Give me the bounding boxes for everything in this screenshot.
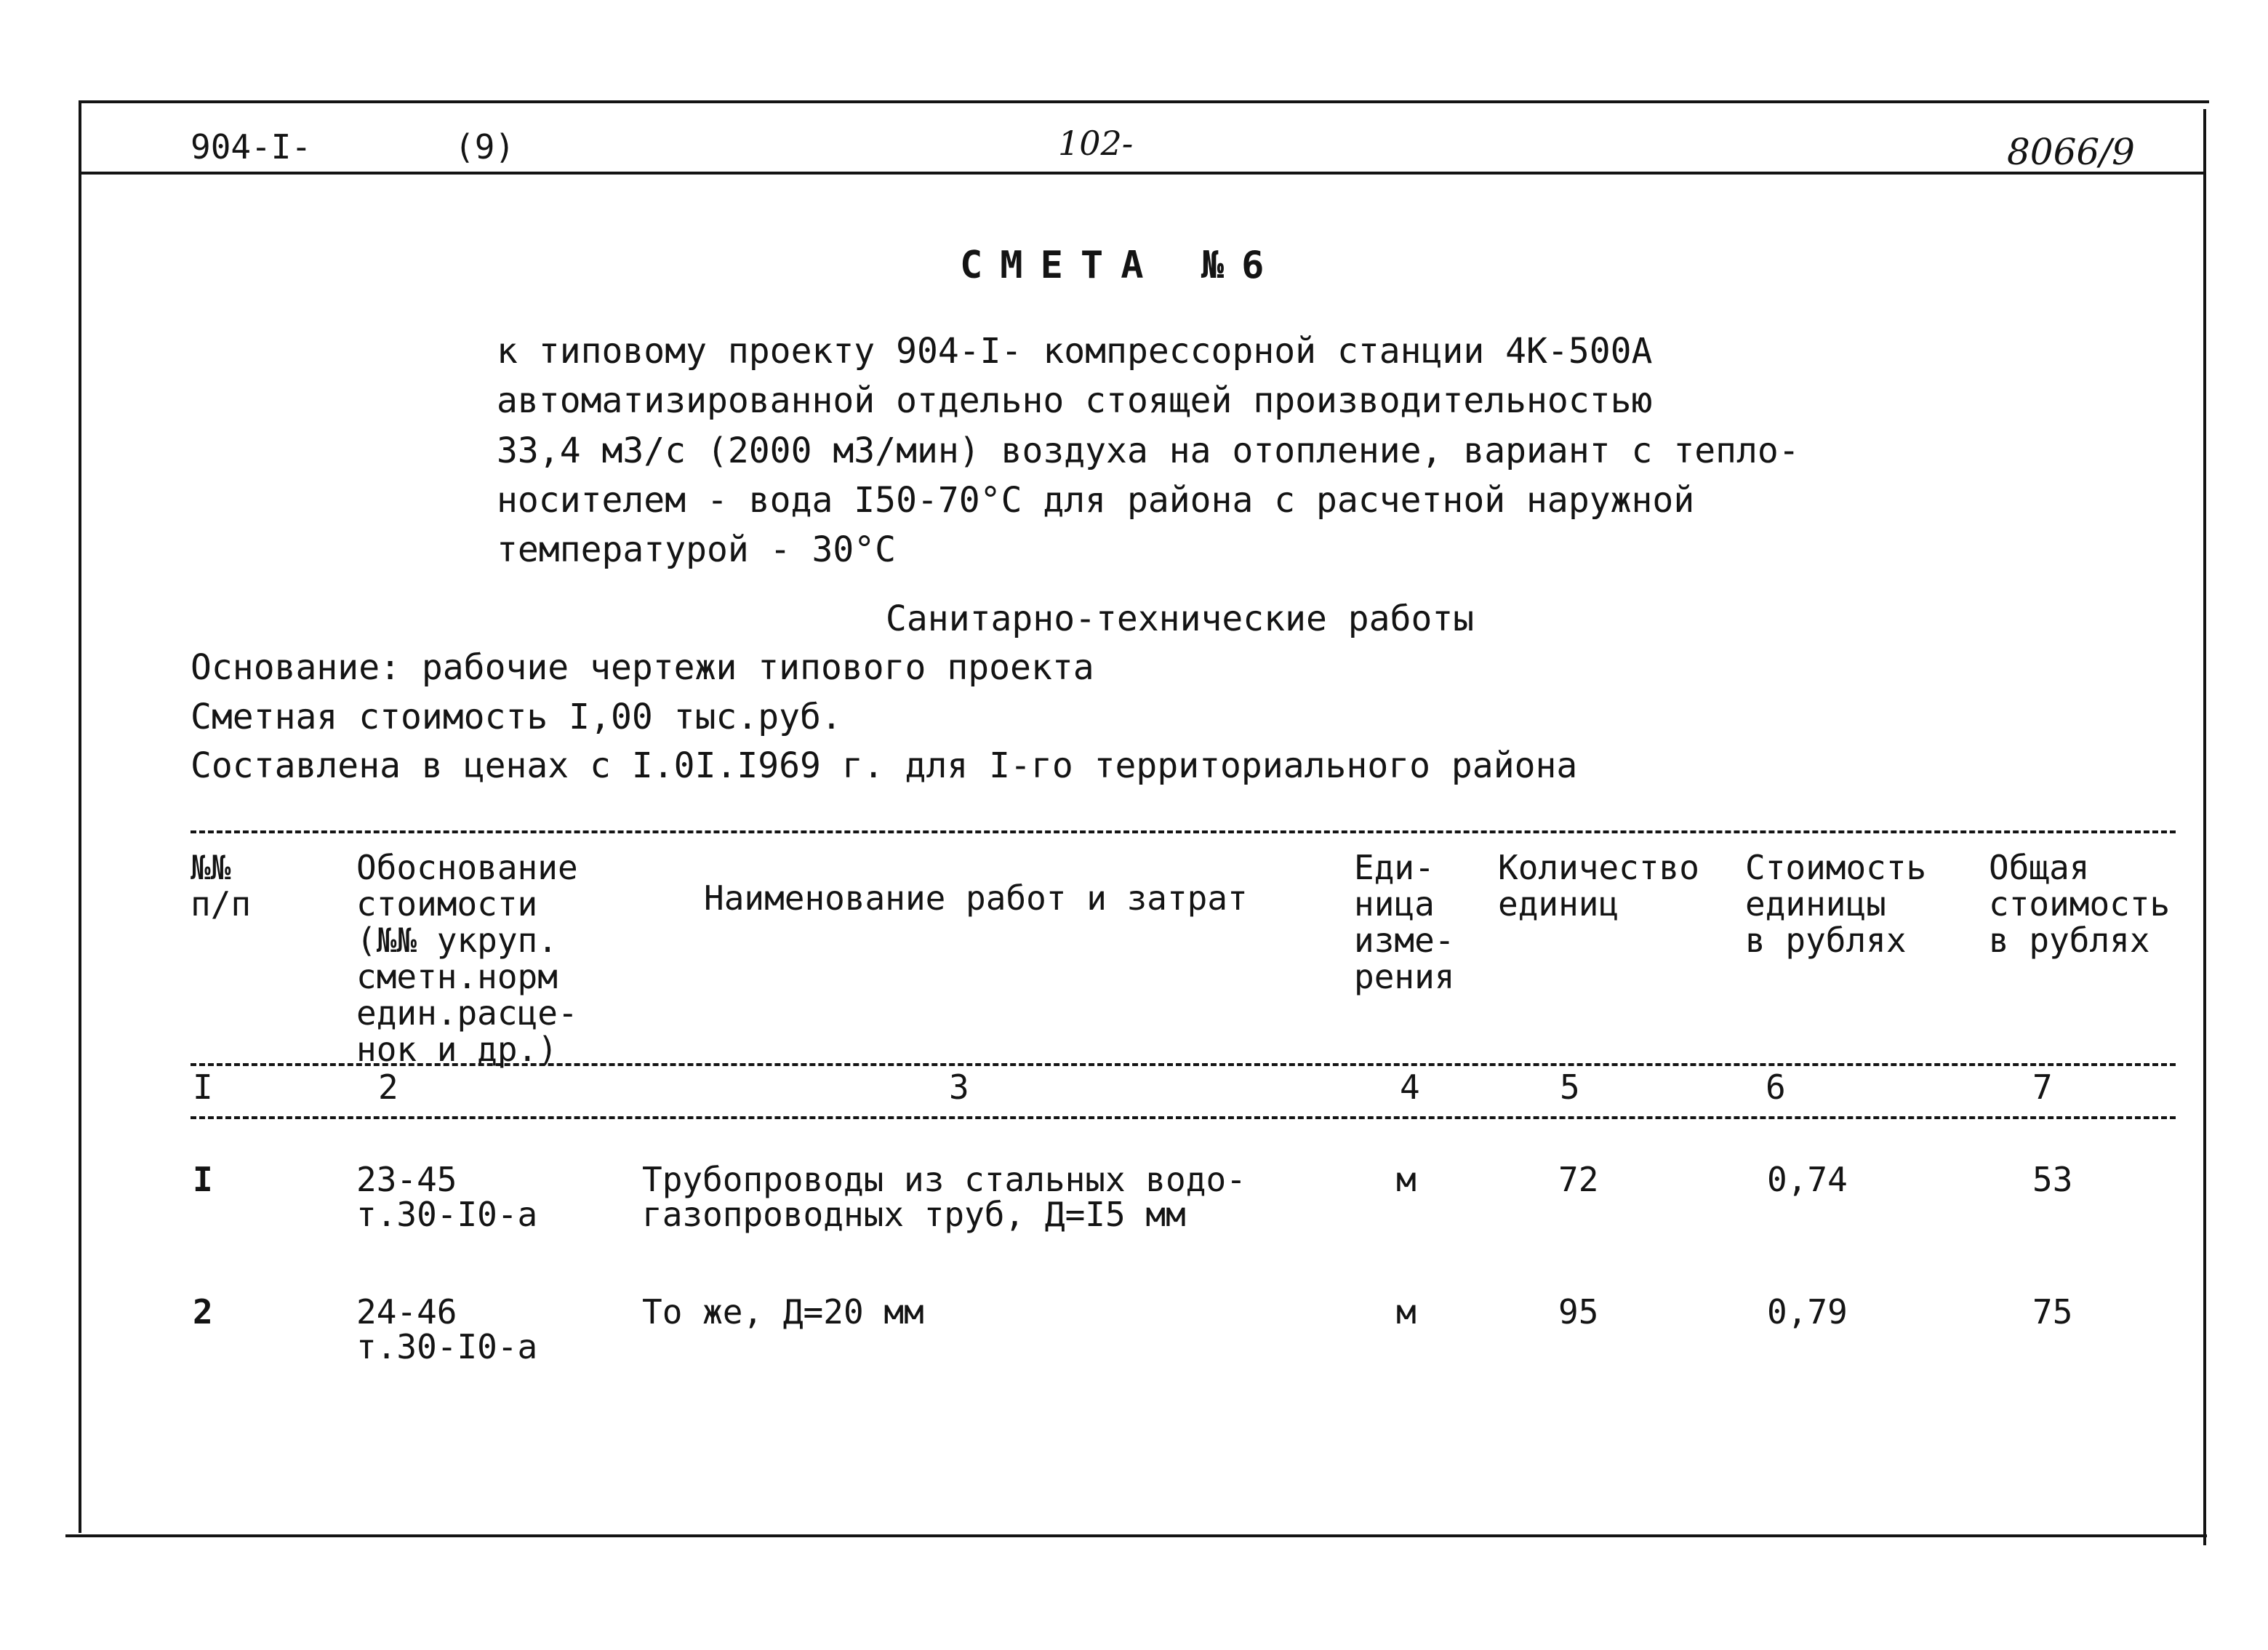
- row-2-no: 2: [193, 1292, 213, 1331]
- description-line-4: носителем - вода I50-70°С для района с расчетной наружной: [497, 480, 1695, 521]
- header-basis: Обоснование стоимости (№№ укруп. сметн.норм един.расце- нок и др.): [356, 848, 578, 1069]
- header-unit-cost: Стоимость единицы в рублях: [1745, 848, 1927, 960]
- row-1-no: I: [193, 1160, 213, 1199]
- row-2-name: То же, Д=20 мм: [642, 1292, 924, 1331]
- description-line-1: к типовому проекту 904-I- компрессорной станции 4К-500А: [497, 331, 1653, 372]
- row-1-unit: м: [1396, 1160, 1417, 1199]
- header-name: Наименование работ и затрат: [704, 878, 1248, 918]
- archive-number: 8066/9: [2007, 131, 2135, 173]
- doc-code: 904-I-: [191, 127, 312, 167]
- row-2-quantity: 95: [1558, 1292, 1599, 1331]
- header-total-cost: Общая стоимость в рублях: [1989, 848, 2171, 960]
- header-unit: Еди- ница изме- рения: [1354, 848, 1455, 996]
- estimated-cost-line: Сметная стоимость I,00 тыс.руб.: [191, 697, 842, 737]
- header-quantity: Количество единиц: [1498, 848, 1699, 924]
- table-top-rule: [191, 830, 2176, 833]
- column-number-7: 7: [2032, 1068, 2053, 1107]
- prices-note-line: Составлена в ценах с I.0I.I969 г. для I-го территориального района: [191, 745, 1578, 786]
- row-2-basis: 24-46 т.30-I0-а: [356, 1292, 538, 1366]
- frame-right-border: [2203, 109, 2206, 1545]
- basis-line: Основание: рабочие чертежи типового проекта: [191, 647, 1094, 688]
- header-no: №№ п/п: [191, 848, 252, 924]
- row-2-total: 75: [2032, 1292, 2073, 1331]
- frame-left-border: [79, 100, 81, 1533]
- row-2-unit: м: [1396, 1292, 1417, 1331]
- row-1-unit-cost: 0,74: [1767, 1160, 1848, 1199]
- frame-top-border: [79, 100, 2209, 103]
- column-number-6: 6: [1766, 1068, 1786, 1107]
- row-1-basis: 23-45 т.30-I0-а: [356, 1160, 538, 1234]
- row-1-name: Трубопроводы из стальных водо- газопроводных труб, Д=I5 мм: [642, 1160, 1246, 1234]
- column-number-5: 5: [1560, 1068, 1580, 1107]
- description-line-3: 33,4 м3/с (2000 м3/мин) воздуха на отопление, вариант с тепло-: [497, 430, 1800, 471]
- column-numbers-rule: [191, 1116, 2176, 1119]
- header-divider: [79, 172, 2206, 175]
- frame-bottom-border: [65, 1534, 2207, 1537]
- column-number-3: 3: [949, 1068, 969, 1107]
- column-number-4: 4: [1400, 1068, 1420, 1107]
- header-bottom-rule: [191, 1063, 2176, 1066]
- row-1-total: 53: [2032, 1160, 2073, 1199]
- description-line-5: температурой - 30°С: [497, 529, 897, 570]
- column-number-1: I: [193, 1068, 213, 1107]
- document-title: СМЕТА №6: [960, 244, 1282, 287]
- row-1-quantity: 72: [1558, 1160, 1599, 1199]
- row-2-unit-cost: 0,79: [1767, 1292, 1848, 1331]
- page-number: 102-: [1058, 124, 1134, 163]
- column-number-2: 2: [378, 1068, 398, 1107]
- section-title: Санитарно-технические работы: [886, 598, 1475, 639]
- doc-part: (9): [454, 127, 516, 167]
- description-line-2: автоматизированной отдельно стоящей производительностью: [497, 380, 1653, 421]
